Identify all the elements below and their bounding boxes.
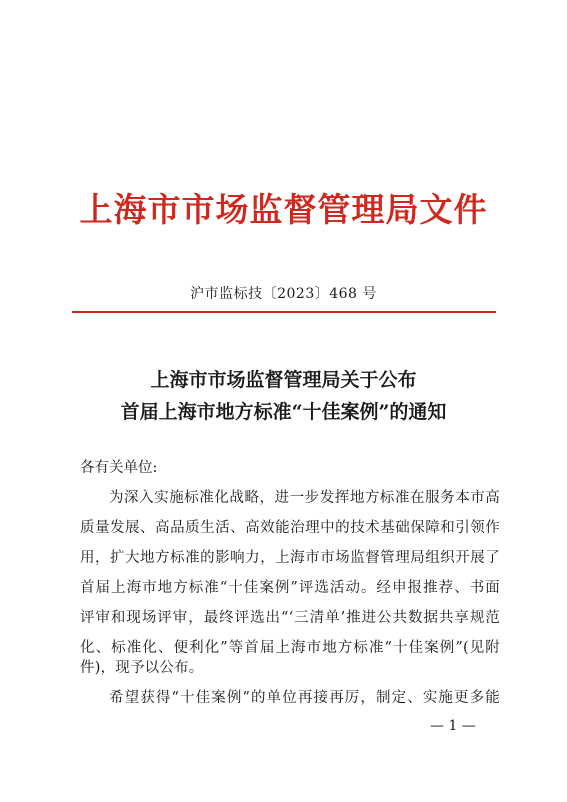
- red-divider-line: [72, 311, 496, 313]
- paragraph-1-line-6: 化、标准化、便利化”等首届上海市地方标准“十佳案例”(见附: [80, 640, 500, 656]
- notice-title-line-2: 首届上海市地方标准“十佳案例”的通知: [120, 401, 447, 423]
- document-number: 沪市监标技〔2023〕468 号: [190, 286, 377, 302]
- document-masthead: 上海市市场监督管理局文件: [79, 190, 488, 229]
- paragraph-1-line-7: 件)，现予以公布。: [80, 660, 204, 676]
- salutation: 各有关单位:: [80, 460, 158, 476]
- paragraph-2-line-1: 希望获得“十佳案例”的单位再接再厉，制定、实施更多能: [109, 690, 500, 706]
- paragraph-1-line-2: 质量发展、高品质生活、高效能治理中的技术基础保障和引领作: [80, 520, 500, 536]
- page-number: — 1 —: [430, 718, 476, 734]
- paragraph-1-line-3: 用，扩大地方标准的影响力，上海市市场监督管理局组织开展了: [80, 550, 500, 566]
- paragraph-1-line-1: 为深入实施标准化战略，进一步发挥地方标准在服务本市高: [109, 490, 500, 506]
- paragraph-1-line-5: 评审和现场评审，最终评选出“‘三清单’推进公共数据共享规范: [80, 610, 500, 626]
- paragraph-1-line-4: 首届上海市地方标准“十佳案例”评选活动。经申报推荐、书面: [80, 580, 500, 596]
- notice-title-line-1: 上海市市场监督管理局关于公布: [150, 369, 417, 391]
